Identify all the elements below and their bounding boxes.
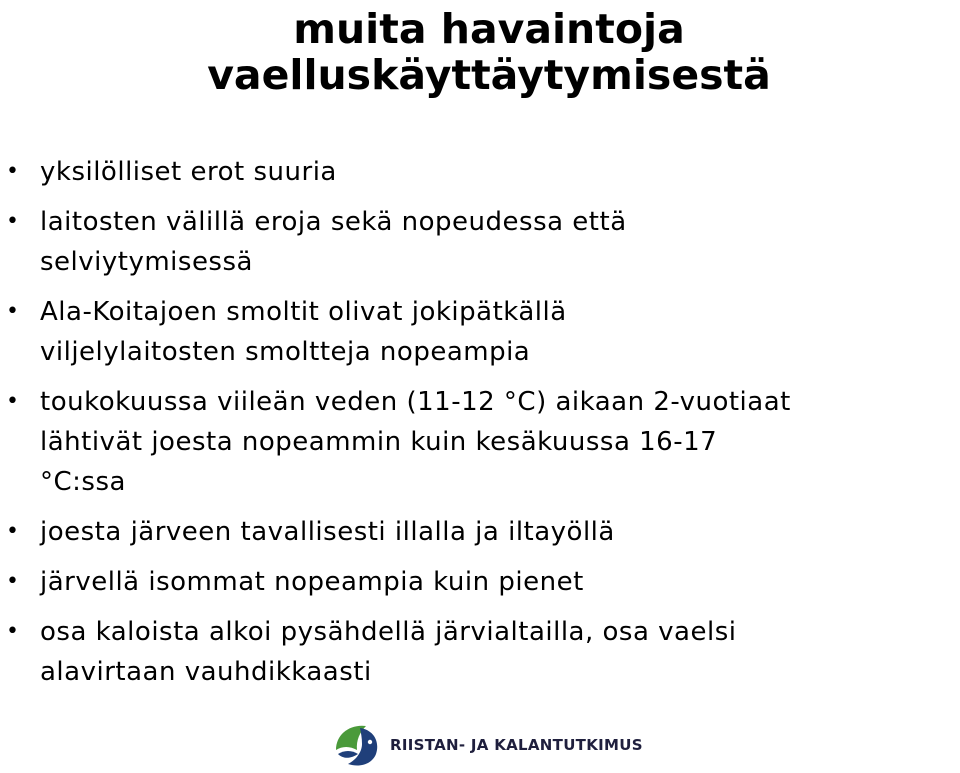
bullet-item bbox=[0, 202, 960, 282]
bullet-item bbox=[0, 382, 960, 502]
bullet-dot: • bbox=[6, 519, 20, 544]
bullet-dot: • bbox=[6, 619, 20, 644]
bullet-text: alavirtaan vauhdikkaasti bbox=[40, 657, 372, 687]
slide-title bbox=[0, 6, 960, 98]
bullet-dot: • bbox=[6, 209, 20, 234]
bullet-text: laitosten välillä eroja sekä nopeudessa että bbox=[40, 207, 627, 237]
slide-title-line: vaelluskäyttäytymisestä bbox=[207, 51, 771, 99]
bullet-text: joesta järveen tavallisesti illalla ja iltayöllä bbox=[40, 517, 615, 547]
fish-leaf-logo-icon bbox=[330, 720, 382, 770]
bullet-text: °C:ssa bbox=[40, 467, 126, 497]
bullet-text: selviytymisessä bbox=[40, 247, 253, 277]
organization-name: RIISTAN- JA KALANTUTKIMUS bbox=[390, 736, 643, 754]
bullet-dot: • bbox=[6, 389, 20, 414]
bullet-dot: • bbox=[6, 299, 20, 324]
bullet-list bbox=[0, 152, 960, 702]
bullet-dot: • bbox=[6, 569, 20, 594]
bullet-dot: • bbox=[6, 159, 20, 184]
bullet-text: osa kaloista alkoi pysähdellä järvialtailla, osa vaelsi bbox=[40, 617, 737, 647]
bullet-text: Ala-Koitajoen smoltit olivat jokipätkällä bbox=[40, 297, 567, 327]
bullet-text: lähtivät joesta nopeammin kuin kesäkuussa 16-17 bbox=[40, 427, 718, 457]
bullet-text: yksilölliset erot suuria bbox=[40, 157, 337, 187]
slide-title-line: muita havaintoja bbox=[293, 5, 685, 53]
bullet-text: viljelylaitosten smoltteja nopeampia bbox=[40, 337, 531, 367]
footer-logo bbox=[330, 720, 643, 770]
bullet-item bbox=[0, 512, 960, 552]
bullet-text: toukokuussa viileän veden (11-12 °C) aikaan 2-vuotiaat bbox=[40, 387, 791, 417]
bullet-text: järvellä isommat nopeampia kuin pienet bbox=[40, 567, 584, 597]
bullet-item bbox=[0, 152, 960, 192]
bullet-item bbox=[0, 612, 960, 692]
bullet-item bbox=[0, 292, 960, 372]
bullet-item bbox=[0, 562, 960, 602]
